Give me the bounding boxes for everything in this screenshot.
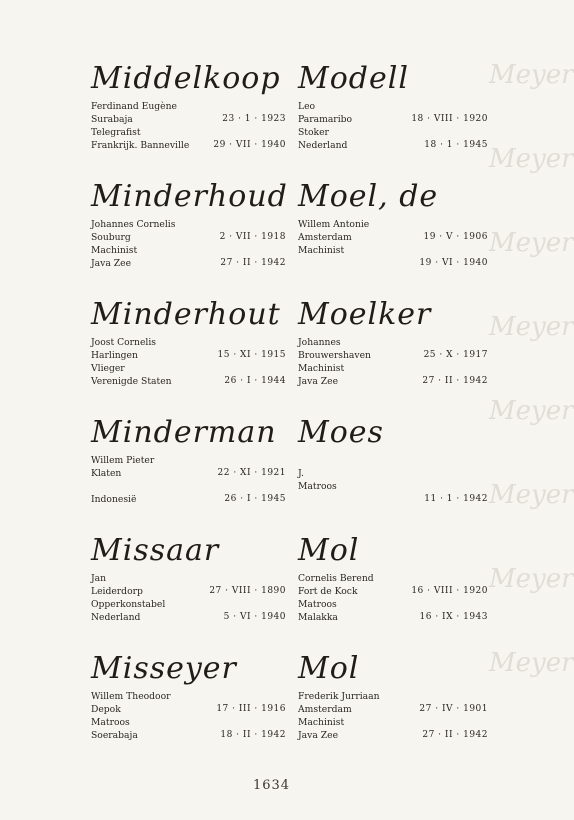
entry-line: [91, 139, 286, 152]
memorial-entry: [298, 652, 488, 770]
ghost-surname: Meyer: [489, 228, 574, 258]
entry-line: [298, 100, 488, 113]
surname-heading: Modell: [298, 61, 409, 96]
entry-line: [91, 336, 286, 349]
entry-line: [91, 467, 286, 480]
entry-line: [91, 257, 286, 270]
entry-date: 15 · XI · 1915: [217, 350, 286, 360]
entry-date: 27 · II · 1942: [422, 376, 488, 386]
entry-line: [298, 611, 488, 624]
entry-line: [91, 113, 286, 126]
entry-text: Indonesië: [91, 494, 137, 505]
entry-line: [91, 716, 286, 729]
entry-text: Frankrijk. Banneville: [91, 140, 190, 151]
entry-text: Brouwershaven: [298, 350, 371, 361]
entry-text: Willem Antonie: [298, 219, 370, 230]
entry-line: [298, 375, 488, 388]
entry-line: [298, 362, 488, 375]
entry-line: [298, 257, 488, 270]
entry-line: [298, 598, 488, 611]
memorial-entry: [298, 180, 488, 298]
entry-text: Vlieger: [91, 363, 125, 374]
entry-line: [91, 218, 286, 231]
entry-date: 27 · IV · 1901: [419, 704, 488, 714]
entry-line: [91, 729, 286, 742]
entry-text: Ferdinand Eugène: [91, 101, 177, 112]
surname-heading: Moes: [298, 415, 384, 450]
entry-text: Johannes: [298, 337, 341, 348]
entry-text: Java Zee: [298, 376, 339, 387]
entry-line: [91, 349, 286, 362]
entry-text: Harlingen: [91, 350, 138, 361]
entry-date: 27 · II · 1942: [422, 730, 488, 740]
memorial-entry: [298, 298, 488, 416]
entry-line: [91, 690, 286, 703]
entry-line: [298, 690, 488, 703]
entry-line: [91, 231, 286, 244]
entry-text: Frederik Jurriaan: [298, 691, 380, 702]
entry-text: Stoker: [298, 127, 329, 138]
entry-line: [298, 703, 488, 716]
entry-date: 5 · VI · 1940: [223, 612, 286, 622]
memorial-entry: [91, 180, 286, 298]
entry-date: 23 · 1 · 1923: [222, 114, 286, 124]
entry-line: [298, 218, 488, 231]
entry-text: Souburg: [91, 232, 131, 243]
entry-text: Soerabaja: [91, 730, 138, 741]
entry-line: [91, 454, 286, 467]
entry-line: [298, 126, 488, 139]
entry-text: Machinist: [298, 363, 345, 374]
entry-date: 18 · II · 1942: [220, 730, 286, 740]
entry-text: Java Zee: [91, 258, 132, 269]
bleed-through-text: [483, 40, 574, 740]
entry-line: [298, 467, 488, 480]
entry-text: Java Zee: [298, 730, 339, 741]
entry-line: [91, 598, 286, 611]
surname-heading: Middelkoop: [91, 61, 281, 96]
entry-date: 18 · VIII · 1920: [411, 114, 488, 124]
entry-text: Willem Theodoor: [91, 691, 171, 702]
entry-text: Jan: [91, 573, 107, 584]
entry-line: [298, 336, 488, 349]
memorial-entry: [298, 534, 488, 652]
entry-date: 26 · I · 1944: [224, 376, 286, 386]
entry-date: 19 · V · 1906: [423, 232, 488, 242]
surname-heading: Minderhout: [91, 297, 281, 332]
memorial-entry: [91, 652, 286, 770]
memorial-entry: [91, 416, 286, 534]
entry-line: [298, 454, 488, 467]
left-column: [91, 62, 286, 770]
surname-heading: Minderman: [91, 415, 277, 450]
surname-heading: Minderhoud: [91, 179, 288, 214]
entry-date: 22 · XI · 1921: [217, 468, 286, 478]
entry-date: 27 · VIII · 1890: [209, 586, 286, 596]
entry-line: [298, 729, 488, 742]
right-column: [298, 62, 488, 770]
entry-line: [91, 126, 286, 139]
entry-date: 18 · 1 · 1945: [424, 140, 488, 150]
surname-heading: Misseyer: [91, 651, 237, 686]
memorial-entry: [298, 416, 488, 534]
entry-text: Klaten: [91, 468, 122, 479]
entry-text: Machinist: [298, 245, 345, 256]
entry-text: Matroos: [298, 481, 337, 492]
entry-line: [91, 244, 286, 257]
entry-text: Joost Cornelis: [91, 337, 156, 348]
page-number: 1634: [252, 778, 291, 793]
ghost-surname: Meyer: [489, 648, 574, 678]
entry-line: [91, 585, 286, 598]
ghost-surname: Meyer: [489, 480, 574, 510]
entry-text: Johannes Cornelis: [91, 219, 176, 230]
entry-text: Leiderdorp: [91, 586, 143, 597]
entry-date: 2 · VII · 1918: [219, 232, 286, 242]
entry-line: [91, 572, 286, 585]
entry-line: [91, 493, 286, 506]
entry-date: 11 · 1 · 1942: [424, 494, 488, 504]
entry-text: Opperkonstabel: [91, 599, 166, 610]
surname-heading: Missaar: [91, 533, 220, 568]
entry-text: Willem Pieter: [91, 455, 155, 466]
entry-date: 25 · X · 1917: [423, 350, 488, 360]
entry-date: 17 · III · 1916: [216, 704, 286, 714]
entry-text: Cornelis Berend: [298, 573, 374, 584]
entry-date: 26 · I · 1945: [224, 494, 286, 504]
entry-text: Nederland: [91, 612, 141, 623]
surname-heading: Moel, de: [298, 179, 439, 214]
entry-text: Surabaja: [91, 114, 133, 125]
entry-line: [298, 480, 488, 493]
entry-date: 27 · II · 1942: [220, 258, 286, 268]
ghost-surname: Meyer: [489, 396, 574, 426]
entry-text: Matroos: [91, 717, 130, 728]
entry-line: [298, 231, 488, 244]
entry-line: [298, 113, 488, 126]
entry-text: Depok: [91, 704, 121, 715]
entry-date: 16 · IX · 1943: [419, 612, 488, 622]
memorial-entry: [91, 298, 286, 416]
entry-text: Fort de Kock: [298, 586, 358, 597]
surname-heading: Moelker: [298, 297, 432, 332]
memorial-entry: [298, 62, 488, 180]
ghost-surname: Meyer: [489, 60, 574, 90]
entry-text: Machinist: [298, 717, 345, 728]
entry-date: 16 · VIII · 1920: [411, 586, 488, 596]
entry-line: [298, 349, 488, 362]
entry-line: [91, 611, 286, 624]
entry-line: [91, 480, 286, 493]
entry-line: [298, 572, 488, 585]
entry-text: Malakka: [298, 612, 338, 623]
entry-line: [298, 585, 488, 598]
ghost-surname: Meyer: [489, 312, 574, 342]
memorial-entry: [91, 534, 286, 652]
entry-date: 29 · VII · 1940: [213, 140, 286, 150]
memorial-entry: [91, 62, 286, 180]
entry-text: Nederland: [298, 140, 348, 151]
entry-text: Matroos: [298, 599, 337, 610]
entry-text: Amsterdam: [298, 232, 352, 243]
entry-line: [91, 362, 286, 375]
entry-text: Telegrafist: [91, 127, 141, 138]
surname-heading: Mol: [298, 533, 360, 568]
entry-text: J.: [298, 468, 304, 479]
entry-line: [298, 139, 488, 152]
entry-date: 19 · VI · 1940: [419, 258, 488, 268]
ghost-surname: Meyer: [489, 564, 574, 594]
entry-text: Machinist: [91, 245, 138, 256]
surname-heading: Mol: [298, 651, 360, 686]
entry-text: Amsterdam: [298, 704, 352, 715]
ghost-surname: Meyer: [489, 144, 574, 174]
entry-text: Leo: [298, 101, 316, 112]
entry-line: [91, 703, 286, 716]
entry-text: Verenigde Staten: [91, 376, 172, 387]
entry-line: [91, 375, 286, 388]
entry-line: [298, 493, 488, 506]
entry-text: Paramaribo: [298, 114, 353, 125]
entry-line: [298, 716, 488, 729]
entry-line: [91, 100, 286, 113]
entry-line: [298, 244, 488, 257]
